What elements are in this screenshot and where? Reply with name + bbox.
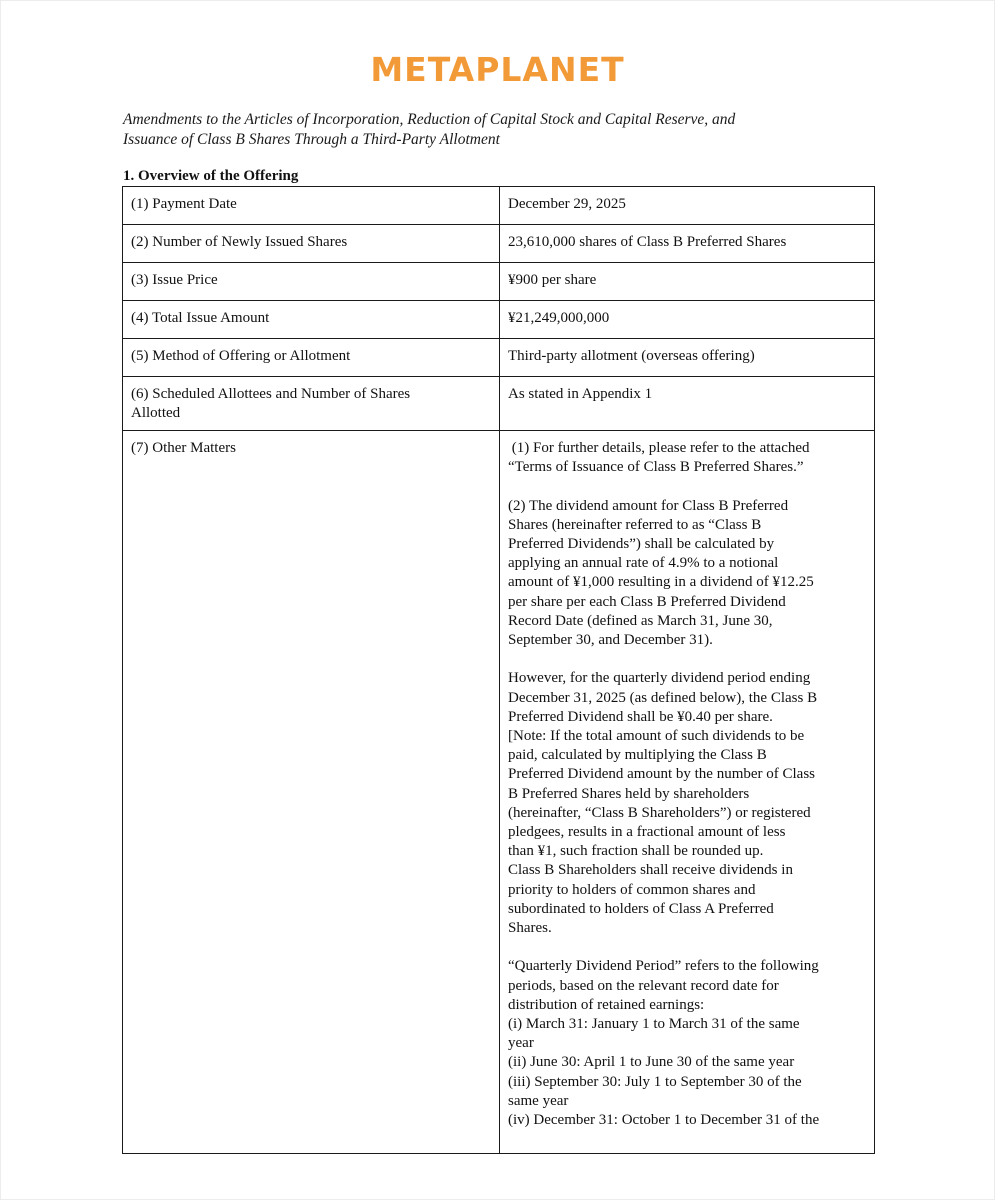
text-line: Preferred Dividend shall be ¥0.40 per share. bbox=[508, 708, 773, 725]
row-value-scheduled-allottees: As stated in Appendix 1 bbox=[500, 377, 875, 431]
row-label-scheduled-allottees bbox=[123, 377, 500, 431]
row-value-issue-price: ¥900 per share bbox=[500, 263, 875, 301]
other-matters-paragraph-2 bbox=[508, 497, 866, 651]
table-row bbox=[123, 225, 875, 263]
table-row bbox=[123, 301, 875, 339]
text-line: year bbox=[508, 1035, 534, 1052]
text-line: pledgees, results in a fractional amount of less bbox=[508, 824, 786, 841]
text-line: Preferred Dividend amount by the number of Class bbox=[508, 766, 816, 783]
table-row bbox=[123, 431, 875, 1154]
text-line: (1) For further details, please refer to the attached bbox=[508, 440, 810, 456]
text-line: distribution of retained earnings: bbox=[508, 996, 705, 1013]
row-label-other-matters: (7) Other Matters bbox=[123, 431, 500, 1154]
text-line: (i) March 31: January 1 to March 31 of the same bbox=[508, 1016, 800, 1033]
text-line: “Quarterly Dividend Period” refers to the following bbox=[508, 958, 819, 975]
text-line: subordinated to holders of Class A Preferred bbox=[508, 900, 774, 917]
row-label-method-of-offering: (5) Method of Offering or Allotment bbox=[123, 339, 500, 377]
row-value-newly-issued-shares: 23,610,000 shares of Class B Preferred Shares bbox=[500, 225, 875, 263]
row-label-total-issue-amount: (4) Total Issue Amount bbox=[123, 301, 500, 339]
text-line: applying an annual rate of 4.9% to a notional bbox=[508, 555, 779, 572]
text-line: (hereinafter, “Class B Shareholders”) or registered bbox=[508, 804, 811, 821]
text-line: than ¥1, such fraction shall be rounded up. bbox=[508, 843, 764, 860]
section-heading: 1. Overview of the Offering bbox=[123, 168, 299, 184]
text-line: B Preferred Shares held by shareholders bbox=[508, 785, 750, 802]
text-line: [Note: If the total amount of such dividends to be bbox=[508, 728, 805, 745]
text-line: Record Date (defined as March 31, June 30, bbox=[508, 612, 773, 629]
table-row bbox=[123, 377, 875, 431]
label-line: (6) Scheduled Allottees and Number of Shares bbox=[131, 386, 411, 402]
text-line: (2) The dividend amount for Class B Preferred bbox=[508, 497, 789, 514]
offering-overview-table bbox=[122, 186, 875, 1154]
row-label-payment-date: (1) Payment Date bbox=[123, 187, 500, 225]
metaplanet-logo: METAPLANET bbox=[370, 50, 625, 89]
text-line: periods, based on the relevant record date for bbox=[508, 977, 779, 994]
text-line: December 31, 2025 (as defined below), the Class B bbox=[508, 689, 818, 706]
document-title bbox=[123, 110, 863, 149]
text-line: (iv) December 31: October 1 to December 31 of the bbox=[508, 1112, 820, 1129]
text-line: September 30, and December 31). bbox=[508, 632, 713, 649]
row-value-other-matters bbox=[500, 431, 875, 1154]
text-line: “Terms of Issuance of Class B Preferred Shares.” bbox=[508, 459, 804, 476]
text-line: Class B Shareholders shall receive dividends in bbox=[508, 862, 793, 879]
text-line: amount of ¥1,000 resulting in a dividend of ¥12.25 bbox=[508, 574, 814, 591]
text-line: same year bbox=[508, 1092, 569, 1109]
text-line: Shares (hereinafter referred to as “Class B bbox=[508, 516, 762, 533]
table-row bbox=[123, 187, 875, 225]
document-title-line: Issuance of Class B Shares Through a Third-Party Allotment bbox=[123, 130, 500, 148]
text-line: Preferred Dividends”) shall be calculated by bbox=[508, 536, 775, 552]
row-value-total-issue-amount: ¥21,249,000,000 bbox=[500, 301, 875, 339]
row-value-payment-date: December 29, 2025 bbox=[500, 187, 875, 225]
row-label-newly-issued-shares: (2) Number of Newly Issued Shares bbox=[123, 225, 500, 263]
label-line: Allotted bbox=[131, 405, 181, 422]
text-line: Shares. bbox=[508, 920, 552, 937]
text-line: (ii) June 30: April 1 to June 30 of the same year bbox=[508, 1054, 795, 1071]
text-line: (iii) September 30: July 1 to September 30 of the bbox=[508, 1073, 802, 1090]
text-line: However, for the quarterly dividend period ending bbox=[508, 670, 811, 687]
text-line: priority to holders of common shares and bbox=[508, 881, 756, 898]
row-label-issue-price: (3) Issue Price bbox=[123, 263, 500, 301]
document-title-line: Amendments to the Articles of Incorporation, Reduction of Capital Stock and Capital Reserve, and bbox=[123, 111, 736, 128]
other-matters-paragraph-4 bbox=[508, 957, 866, 1130]
text-line: paid, calculated by multiplying the Class B bbox=[508, 747, 767, 764]
text-line: per share per each Class B Preferred Dividend bbox=[508, 593, 786, 610]
row-value-method-of-offering: Third-party allotment (overseas offering) bbox=[500, 339, 875, 377]
table-row bbox=[123, 339, 875, 377]
other-matters-paragraph-3 bbox=[508, 669, 866, 938]
table-row bbox=[123, 263, 875, 301]
other-matters-paragraph-1 bbox=[508, 439, 866, 477]
